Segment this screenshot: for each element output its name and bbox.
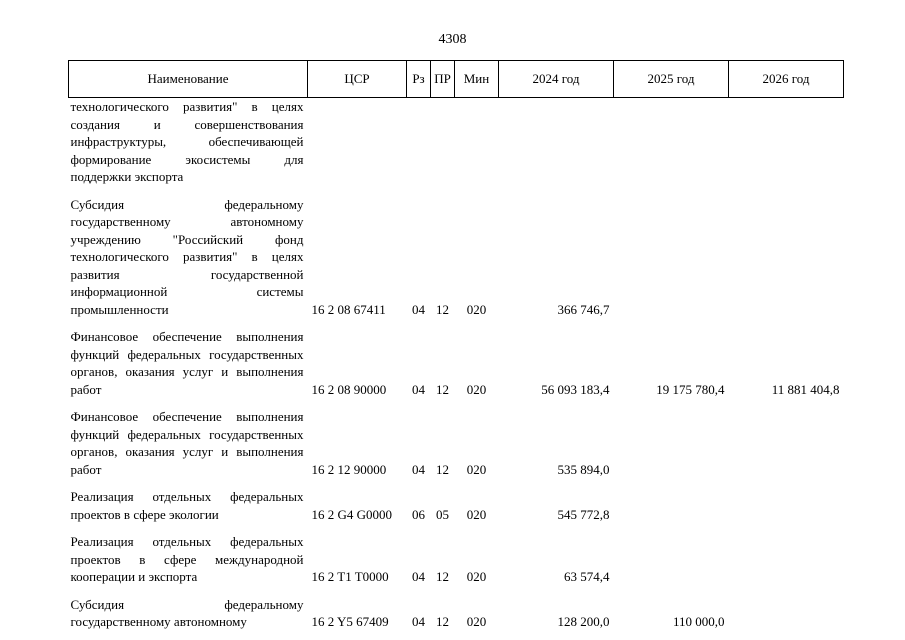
row-csr: 16 2 12 90000: [311, 461, 387, 477]
row-2025: 19 175 780,4: [656, 381, 725, 397]
header-2026: 2026 год: [729, 61, 844, 98]
row-2024: [499, 98, 614, 196]
header-name: Наименование: [69, 61, 308, 98]
row-rz: 04: [412, 461, 425, 477]
row-2026: [729, 533, 844, 596]
row-csr: 16 2 08 67411: [311, 301, 386, 317]
row-2025: 110 000,0: [672, 614, 725, 629]
row-pr: 12: [436, 569, 449, 584]
header-pr: ПР: [431, 61, 455, 98]
row-name: технологического развития" в целях создания и совершенствования инфраструктуры, обеспечивающей формирование экосистемы для поддержки экспорта: [70, 99, 304, 184]
row-pr: 12: [436, 461, 449, 477]
row-name: Финансовое обеспечение выполнения функций федеральных государственных органов, оказания услуг и выполнения работ: [70, 329, 304, 397]
header-csr: ЦСР: [308, 61, 407, 98]
row-rz: 04: [412, 614, 425, 629]
row-2024: 366 746,7: [557, 301, 610, 317]
row-min: 020: [466, 301, 487, 317]
row-min: 020: [466, 569, 487, 584]
row-min: 020: [466, 506, 487, 522]
row-2025: [614, 196, 729, 329]
table-row: [69, 196, 844, 329]
row-rz: 04: [412, 301, 425, 317]
row-2025: [614, 533, 729, 596]
row-pr: 05: [436, 506, 449, 522]
row-pr: 12: [436, 381, 449, 397]
row-csr: [308, 98, 407, 196]
row-2024: 128 200,0: [557, 614, 610, 629]
row-2026: [729, 488, 844, 533]
row-name: Финансовое обеспечение выполнения функций федеральных государственных органов, оказания услуг и выполнения работ: [70, 409, 304, 477]
row-name: Реализация отдельных федеральных проектов в сфере экологии: [70, 489, 304, 522]
row-2026: [729, 98, 844, 196]
row-2024: 535 894,0: [557, 461, 610, 477]
table-row: [69, 408, 844, 488]
row-min: 020: [466, 461, 487, 477]
header-min: Мин: [455, 61, 499, 98]
row-name: Субсидия федеральному государственному автономному учреждению "Российский фонд технологического развития" в целях развития государственной информационной системы промышленности: [70, 196, 304, 317]
row-2024: 63 574,4: [564, 569, 610, 584]
row-csr: 16 2 08 90000: [311, 381, 387, 397]
table-row: [69, 98, 844, 196]
table-row: [69, 596, 844, 631]
row-2024: 545 772,8: [557, 506, 610, 522]
row-rz: [407, 98, 431, 196]
row-pr: 12: [436, 301, 449, 317]
row-name: Реализация отдельных федеральных проектов в сфере международной кооперации и экспорта: [70, 534, 304, 584]
row-pr: 12: [436, 614, 449, 629]
row-min: 020: [466, 614, 487, 629]
row-csr: 16 2 Y5 67409: [311, 614, 389, 629]
row-csr: 16 2 G4 G0000: [311, 506, 393, 522]
table-row: [69, 488, 844, 533]
budget-table: [68, 60, 844, 631]
table-row: [69, 328, 844, 408]
row-rz: 06: [412, 506, 425, 522]
row-2026: [729, 596, 844, 631]
row-rz: 04: [412, 381, 425, 397]
table-row: [69, 533, 844, 596]
header-2025: 2025 год: [614, 61, 729, 98]
row-2024: 56 093 183,4: [541, 381, 610, 397]
row-2025: [614, 98, 729, 196]
row-2025: [614, 488, 729, 533]
row-2025: [614, 408, 729, 488]
header-2024: 2024 год: [499, 61, 614, 98]
row-2026: [729, 408, 844, 488]
row-rz: 04: [412, 569, 425, 584]
table-header: [69, 61, 844, 98]
row-pr: [431, 98, 455, 196]
row-2026: [729, 196, 844, 329]
row-min: 020: [466, 381, 487, 397]
row-name: Субсидия федеральному государственному автономному: [70, 596, 304, 629]
row-csr: 16 2 T1 T0000: [311, 569, 389, 584]
page-number: 4308: [438, 32, 467, 47]
header-rz: Рз: [407, 61, 431, 98]
row-2026: 11 881 404,8: [771, 381, 840, 397]
row-min: [455, 98, 499, 196]
